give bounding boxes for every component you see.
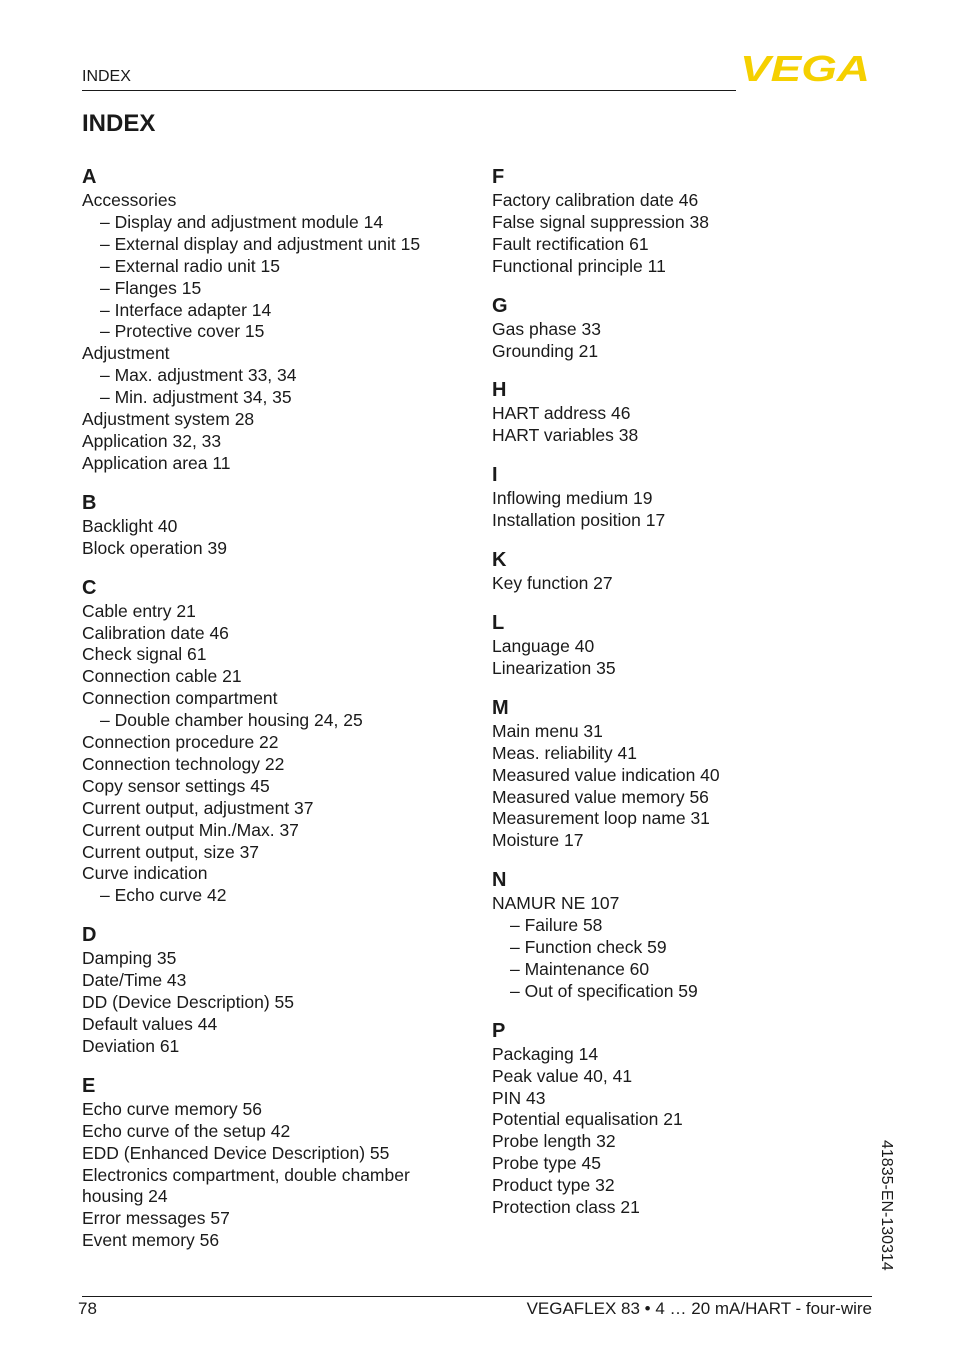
index-entry: Electronics compartment, double chamber xyxy=(82,1164,410,1185)
index-entry: Adjustment xyxy=(82,343,170,364)
index-entry: Calibration date 46 xyxy=(82,622,229,643)
page-title: INDEX xyxy=(82,110,156,137)
section-letter: M xyxy=(492,696,509,719)
index-section-n xyxy=(492,867,882,1003)
index-entry: Deviation 61 xyxy=(82,1035,180,1056)
index-section-f xyxy=(492,164,882,278)
index-subentry: – Failure 58 xyxy=(510,915,603,936)
index-section-a xyxy=(82,164,472,475)
index-entry: False signal suppression 38 xyxy=(492,211,709,232)
index-entry: EDD (Enhanced Device Description) 55 xyxy=(82,1142,390,1163)
index-entry: Default values 44 xyxy=(82,1014,218,1034)
index-section-e xyxy=(82,1073,472,1252)
index-entry: Event memory 56 xyxy=(82,1230,220,1251)
index-entry: Key function 27 xyxy=(492,573,613,594)
index-section-b xyxy=(82,490,472,560)
section-letter: B xyxy=(82,491,97,514)
index-entry: Accessories xyxy=(82,190,177,210)
index-section-c xyxy=(82,575,472,908)
index-entry: Potential equalisation 21 xyxy=(492,1109,683,1130)
index-entry: Product type 32 xyxy=(492,1175,615,1196)
index-entry: HART variables 38 xyxy=(492,425,639,446)
index-subentry: – Protective cover 15 xyxy=(100,321,265,342)
index-entry: Measured value indication 40 xyxy=(492,764,720,785)
index-section-h xyxy=(492,377,882,447)
vega-logo-text: VEGA xyxy=(740,52,870,84)
section-letter: N xyxy=(492,869,507,892)
index-entry: Main menu 31 xyxy=(492,720,603,741)
index-section-g xyxy=(492,293,882,363)
page-number: 78 xyxy=(78,1299,97,1318)
index-section-l xyxy=(492,610,882,680)
index-section-k xyxy=(492,547,882,595)
index-entry: Measurement loop name 31 xyxy=(492,808,710,829)
index-subentry: – Min. adjustment 34, 35 xyxy=(100,387,292,408)
index-entry: Block operation 39 xyxy=(82,537,227,558)
index-entry: Cable entry 21 xyxy=(82,600,196,621)
index-entry: Packaging 14 xyxy=(492,1043,599,1064)
index-subentry: – Max. adjustment 33, 34 xyxy=(100,365,297,386)
section-letter: D xyxy=(82,924,97,947)
index-subentry: – Flanges 15 xyxy=(100,277,202,298)
index-column-left xyxy=(82,164,472,1267)
section-letter: H xyxy=(492,379,507,402)
index-entry: Installation position 17 xyxy=(492,510,666,531)
index-entry: Current output, size 37 xyxy=(82,841,260,862)
section-letter: I xyxy=(492,464,498,487)
index-entry: Fault rectification 61 xyxy=(492,233,649,254)
index-entry: Current output Min./Max. 37 xyxy=(82,819,299,840)
index-section-m xyxy=(492,695,882,852)
index-entry: Curve indication xyxy=(82,863,208,884)
index-subentry: – Echo curve 42 xyxy=(100,885,227,906)
index-entry: Inflowing medium 19 xyxy=(492,488,653,509)
index-subentry: – Display and adjustment module 14 xyxy=(100,211,384,232)
running-header: INDEX xyxy=(82,68,131,85)
index-entry: Date/Time 43 xyxy=(82,970,187,991)
index-subentry: – External radio unit 15 xyxy=(100,255,280,276)
index-entry: Damping 35 xyxy=(82,948,177,969)
index-entry: housing 24 xyxy=(82,1186,168,1207)
index-section-p xyxy=(492,1018,882,1219)
index-subentry: – Interface adapter 14 xyxy=(100,299,272,320)
index-subentry: – Double chamber housing 24, 25 xyxy=(100,710,363,731)
index-entry: NAMUR NE 107 xyxy=(492,893,620,914)
index-subentry: – Function check 59 xyxy=(510,937,667,958)
section-letter: C xyxy=(82,576,97,599)
section-letter: E xyxy=(82,1074,96,1097)
index-entry: Peak value 40, 41 xyxy=(492,1065,633,1086)
index-entry: Backlight 40 xyxy=(82,515,178,536)
index-entry: DD (Device Description) 55 xyxy=(82,992,295,1013)
section-letter: G xyxy=(492,294,508,317)
index-entry: Probe type 45 xyxy=(492,1153,601,1174)
index-entry: Language 40 xyxy=(492,635,595,656)
index-entry: Connection compartment xyxy=(82,688,278,709)
section-letter: A xyxy=(82,166,97,188)
index-entry: Connection cable 21 xyxy=(82,666,242,687)
footer-product: VEGAFLEX 83 • 4 … 20 mA/HART - four-wire xyxy=(526,1299,872,1318)
index-entry: Check signal 61 xyxy=(82,644,207,665)
index-subentry: – Out of specification 59 xyxy=(510,980,698,1001)
index-section-d xyxy=(82,922,472,1058)
index-entry: PIN 43 xyxy=(492,1087,546,1108)
index-entry: Application 32, 33 xyxy=(82,430,222,451)
index-entry: Current output, adjustment 37 xyxy=(82,797,314,818)
header-rule xyxy=(82,90,736,91)
index-entry: Echo curve memory 56 xyxy=(82,1098,262,1119)
index-entry: Meas. reliability 41 xyxy=(492,742,637,763)
section-letter: F xyxy=(492,166,505,188)
index-entry: Grounding 21 xyxy=(492,340,599,361)
section-letter: K xyxy=(492,549,507,572)
vega-logo xyxy=(740,52,872,84)
index-column-right xyxy=(492,164,882,1234)
section-letter: P xyxy=(492,1019,506,1042)
footer-rule xyxy=(82,1296,872,1297)
index-entry: Linearization 35 xyxy=(492,657,616,678)
index-subentry: – External display and adjustment unit 15 xyxy=(100,233,421,254)
index-entry: Moisture 17 xyxy=(492,830,584,851)
index-entry: Error messages 57 xyxy=(82,1208,230,1229)
index-entry: Application area 11 xyxy=(82,452,231,473)
index-entry: Factory calibration date 46 xyxy=(492,190,699,210)
index-entry: Connection procedure 22 xyxy=(82,732,279,753)
index-entry: HART address 46 xyxy=(492,403,631,424)
index-entry: Protection class 21 xyxy=(492,1197,640,1218)
section-letter: L xyxy=(492,611,505,634)
index-entry: Gas phase 33 xyxy=(492,318,601,339)
index-entry: Connection technology 22 xyxy=(82,753,285,774)
index-entry: Probe length 32 xyxy=(492,1131,616,1152)
index-entry: Echo curve of the setup 42 xyxy=(82,1120,291,1141)
index-entry: Copy sensor settings 45 xyxy=(82,775,270,796)
index-section-i xyxy=(492,462,882,532)
index-entry: Adjustment system 28 xyxy=(82,409,255,430)
document-code: 41835-EN-130314 xyxy=(878,1140,895,1271)
index-entry: Measured value memory 56 xyxy=(492,786,709,807)
index-subentry: – Maintenance 60 xyxy=(510,958,650,979)
index-entry: Functional principle 11 xyxy=(492,255,666,276)
